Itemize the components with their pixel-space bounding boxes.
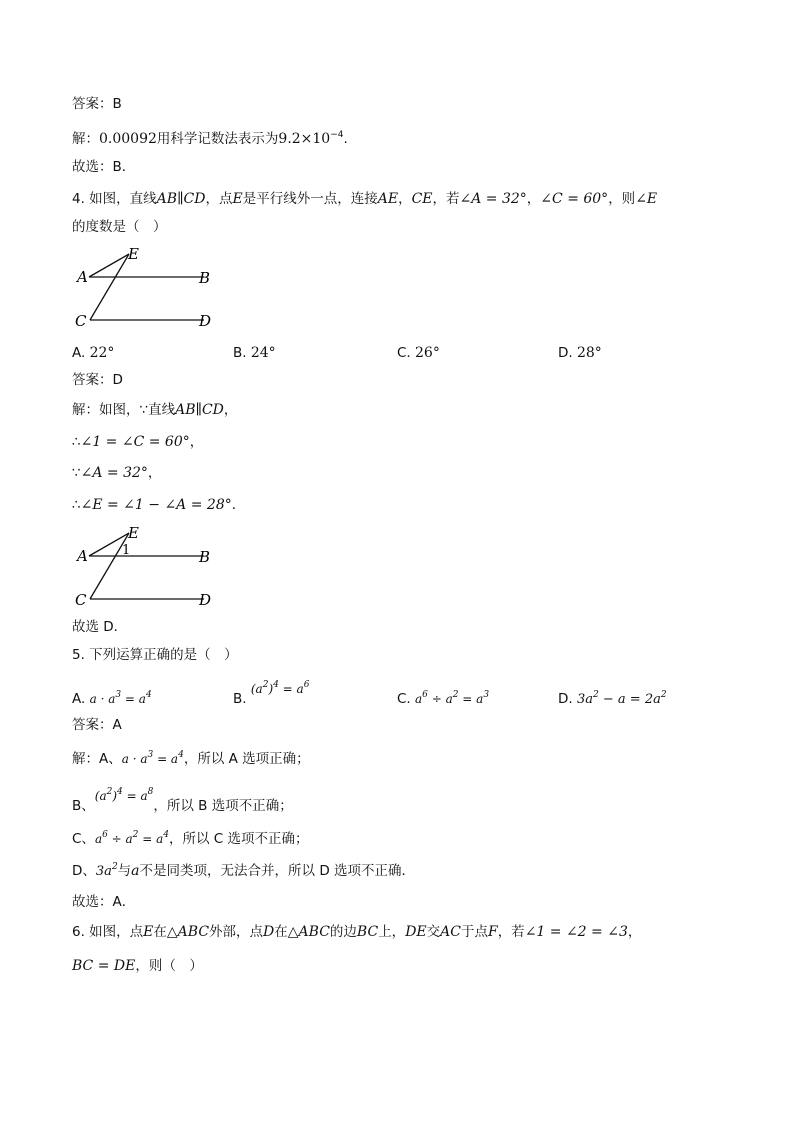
option-letter: D. [558,691,573,707]
q5-option-a [72,689,152,709]
q5-option-b [233,680,310,709]
q4-figure [72,244,232,330]
q5-answer: 答案：A [72,717,122,733]
q5-choice: 故选：A． [72,894,136,910]
q3-sol-prefix: 解： [72,131,99,147]
q4-option-c [397,343,440,363]
q4-solution-figure [72,523,232,609]
q6-stem-text: 外部，点 [209,924,264,940]
q6-stem-math: DE [405,924,427,940]
q4-option-d [558,343,602,363]
q4-stem-text: ，则 [608,191,636,207]
q6-stem-math: AC [440,924,461,940]
q4-stem-line2: 的度数是（ ） [72,219,167,235]
label-b: B [199,548,211,566]
segment-ae [89,254,129,277]
q3-sol-end: . [343,131,348,147]
q4-stem-line1 [72,189,657,209]
q3-answer: 答案：B [72,96,122,112]
therefore-symbol: ∴ [72,434,81,450]
sol-text: ，所以 A 选项正确； [183,751,310,767]
option-value: 28° [576,345,602,361]
label-angle-1: 1 [122,543,131,558]
sol-formula: a [131,863,140,879]
option-letter: C. [397,345,411,361]
option-letter: A. [72,345,86,361]
sol-formula: $a \cdot a^3 = a^4$ [121,750,184,766]
q6-stem-math: ∠1 = ∠2 = ∠3 [524,924,628,940]
q4-stem-text: ，点 [205,191,233,207]
because-symbol: ∵ [72,465,81,481]
q3-choice: 故选：B． [72,159,136,175]
sol-text: ，所以 B 选项不正确； [153,798,293,814]
option-formula: $a^6 \div a^2 = a^3$ [415,690,490,706]
q4-stem-text: ， [526,191,541,207]
q6-stem-math: BC [356,924,379,940]
q6-stem-text: 于点 [460,924,488,940]
sol-text: B、 [72,798,95,814]
q3-sol-sci: 9.2×10 [278,131,331,147]
sol-text: ， [147,465,162,481]
q6-stem-math: △ABC [287,924,330,940]
sol-text: D、 [72,863,96,879]
option-letter: B. [233,691,247,707]
q6-stem-text: 上， [378,924,406,940]
q6-stem-text: 交 [426,924,441,940]
therefore-symbol: ∴ [72,497,81,513]
option-letter: B. [233,345,247,361]
option-value: 22° [89,345,115,361]
sol-text: 与 [117,863,132,879]
q4-stem-math: E [232,191,243,207]
q5-sol-c [72,829,309,849]
label-b: B [199,269,211,287]
q6-stem-text: 在 [274,924,288,940]
q4-option-a [72,343,114,363]
option-formula: $a \cdot a^3 = a^4$ [89,690,152,706]
sol-text: 解：A、 [72,751,122,767]
q4-stem-text: 4. 如图，直线 [72,191,157,207]
q5-stem: 5. 下列运算正确的是（ ） [72,647,238,663]
q3-sol-exponent: −4 [330,130,344,140]
label-a: A [77,268,88,286]
sol-text: ，所以 C 选项不正确； [168,831,309,847]
q6-stem-text: 的边 [329,924,357,940]
q3-sol-number: 0.00092 [99,131,157,147]
q5-sol-a [72,749,310,769]
label-e: E [128,524,139,542]
label-a: A [77,547,88,565]
q6-stem-text: 6. 如图，点 [72,924,144,940]
q4-option-b [233,343,276,363]
sol-text: ， [189,434,204,450]
sol-text: ． [231,497,246,513]
q4-stem-math: ∠C = 60° [540,191,609,207]
sol-math: ∠1 = ∠C = 60° [80,434,190,450]
sol-formula: $3a^2$ [95,862,118,879]
sol-text: C、 [72,831,95,847]
q4-stem-math: ∠A = 32° [459,191,527,207]
q4-stem-text: ，若 [432,191,460,207]
label-c: C [75,312,87,330]
q6-stem-text: ，若 [497,924,525,940]
sol-text: 不是同类项，无法合并，所以 D 选项不正确． [139,863,416,879]
q4-sol-line2 [72,432,203,452]
q6-stem-math: D [263,924,275,940]
option-formula: $3a^2 - a = 2a^2$ [576,690,667,707]
sol-text: ， [223,402,238,418]
sol-text: 解：如图，∵直线 [72,402,176,418]
option-value: 24° [250,345,276,361]
option-value: 26° [415,345,440,361]
q6-stem-text: ，则（ ） [135,958,203,974]
q4-answer: 答案：D [72,372,123,388]
option-letter: A. [72,691,86,707]
label-d: D [199,312,212,330]
q6-stem-math: F [487,924,498,940]
q4-stem-text: 是平行线外一点，连接 [242,191,378,207]
q4-choice: 故选 D． [72,619,128,635]
q4-sol-line4 [72,495,245,515]
q5-sol-b [72,787,293,816]
label-d: D [199,591,212,609]
label-c: C [75,591,87,609]
q6-stem-math: E [143,924,154,940]
sol-math: ∠E = ∠1 − ∠A = 28° [80,497,232,513]
q6-stem-text: 在 [153,924,167,940]
q4-stem-math: CE [411,191,433,207]
q4-stem-math: AE [377,191,399,207]
q4-stem-math: AB∥CD [156,191,206,207]
q6-stem-line2 [72,956,203,976]
q6-stem-math: BC = DE [72,958,136,974]
sol-formula: $a^6 \div a^2 = a^4$ [94,830,169,846]
option-letter: D. [558,345,573,361]
sol-math: AB∥CD [175,402,224,418]
sol-formula: $(a^2)^4 = a^8$ [94,787,154,803]
q4-sol-line3 [72,463,161,483]
q5-option-d [558,689,667,710]
label-e: E [128,245,139,263]
q6-stem-text: ， [627,924,642,940]
q5-sol-d [72,861,415,882]
q4-stem-text: ， [398,191,412,207]
sol-math: ∠A = 32° [80,465,148,481]
q4-sol-line1 [72,400,237,420]
option-formula: $(a^2)^4 = a^6$ [250,680,310,696]
segment-ec [90,254,129,320]
option-letter: C. [397,691,411,707]
q6-stem-line1 [72,922,641,942]
q4-stem-math: ∠E [635,191,658,207]
q5-option-c [397,689,489,709]
q6-stem-math: △ABC [166,924,210,940]
q3-solution [72,129,348,149]
q3-sol-mid: 用科学记数法表示为 [156,131,279,147]
